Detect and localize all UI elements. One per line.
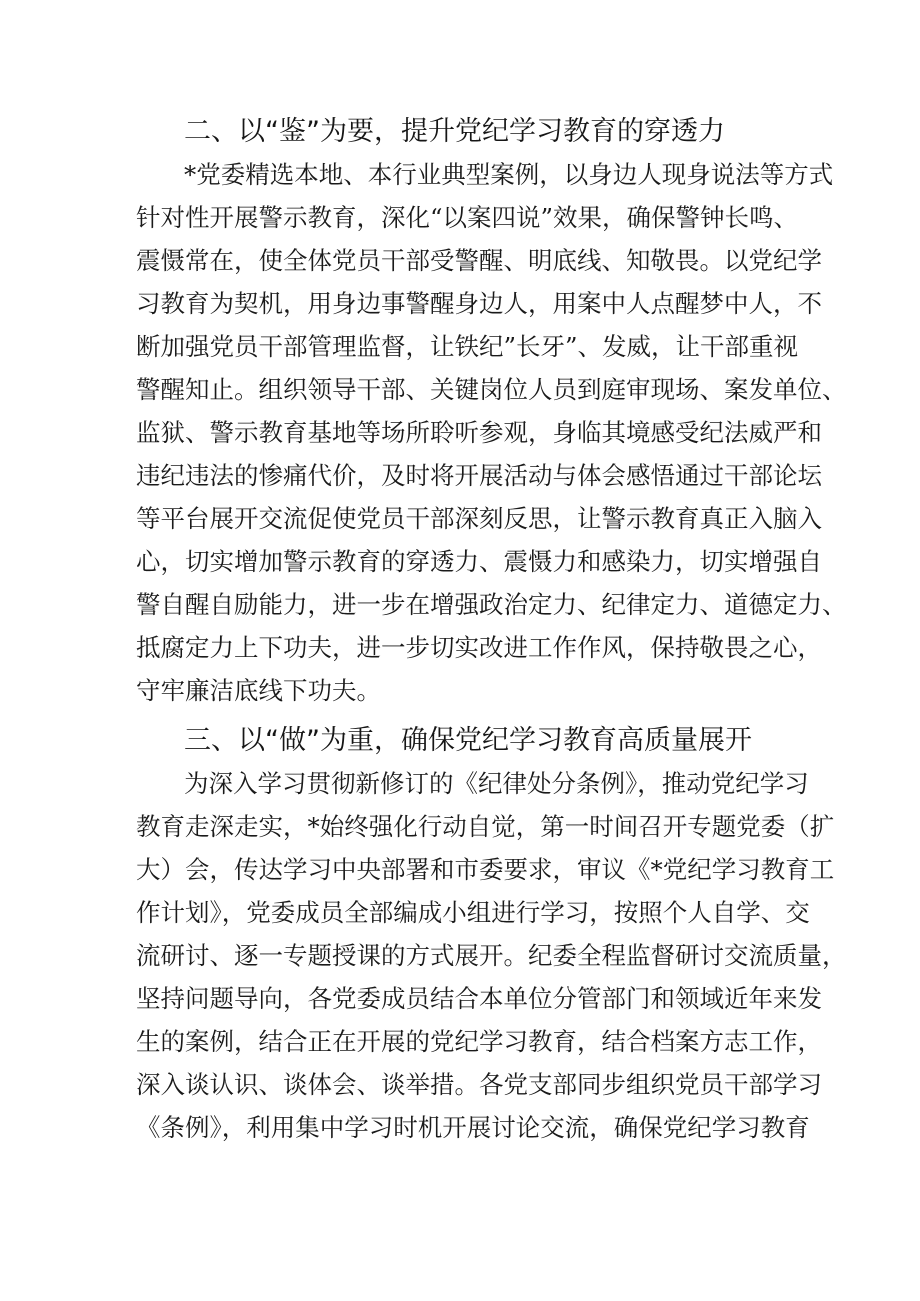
paragraph-line: 警自醒自励能力，进一步在增强政治定力、纪律定力、道德定力、 — [136, 590, 847, 619]
paragraph-line: 守牢廉洁底线下功夫。 — [136, 676, 381, 705]
paragraph-line: 深入谈认识、谈体会、谈举措。各党支部同步组织党员干部学习 — [136, 1070, 822, 1099]
paragraph-line: 坚持问题导向，各党委成员结合本单位分管部门和领域近年来发 — [136, 984, 822, 1013]
paragraph-line: 抵腐定力上下功夫，进一步切实改进工作作风，保持敬畏之心， — [136, 633, 822, 662]
paragraph-line: 警醒知止。组织领导干部、关键岗位人员到庭审现场、案发单位、 — [136, 375, 847, 404]
paragraph-line: 习教育为契机，用身边事警醒身边人，用案中人点醒梦中人，不 — [136, 289, 822, 318]
paragraph-line: 作计划》，党委成员全部编成小组进行学习，按照个人自学、交 — [136, 898, 810, 927]
paragraph-line: 违纪违法的惨痛代价，及时将开展活动与体会感悟通过干部论坛 — [136, 461, 822, 490]
section-heading-3: 三、以“做”为重，确保党纪学习教育高质量展开 — [184, 725, 752, 756]
paragraph-line: 监狱、警示教育基地等场所聆听参观，身临其境感受纪法威严和 — [136, 418, 822, 447]
paragraph-line: 生的案例，结合正在开展的党纪学习教育，结合档案方志工作， — [136, 1027, 822, 1056]
paragraph-line: 震慑常在，使全体党员干部受警醒、明底线、知敬畏。以党纪学 — [136, 246, 822, 275]
paragraph-line: 断加强党员干部管理监督，让铁纪”长牙”、发威，让干部重视 — [136, 332, 799, 361]
paragraph-line: *党委精选本地、本行业典型案例，以身边人现身说法等方式 — [184, 160, 834, 189]
paragraph-line: 教育走深走实，*始终强化行动自觉，第一时间召开专题党委（扩 — [136, 812, 835, 841]
paragraph-line: 流研讨、逐一专题授课的方式展开。纪委全程监督研讨交流质量， — [136, 941, 847, 970]
paragraph-line: 针对性开展警示教育，深化“以案四说”效果，确保警钟长鸣、 — [136, 203, 799, 232]
section-heading-2: 二、以“鉴”为要，提升党纪学习教育的穿透力 — [184, 116, 725, 147]
paragraph-line: 心，切实增加警示教育的穿透力、震慑力和感染力，切实增强自 — [136, 547, 822, 576]
paragraph-line: 大）会，传达学习中央部署和市委要求，审议《*党纪学习教育工 — [136, 855, 835, 884]
paragraph-line: 《条例》，利用集中学习时机开展讨论交流，确保党纪学习教育 — [136, 1113, 810, 1142]
paragraph-line: 为深入学习贯彻新修订的《纪律处分条例》，推动党纪学习 — [184, 769, 809, 798]
paragraph-line: 等平台展开交流促使党员干部深刻反思，让警示教育真正入脑入 — [136, 504, 822, 533]
